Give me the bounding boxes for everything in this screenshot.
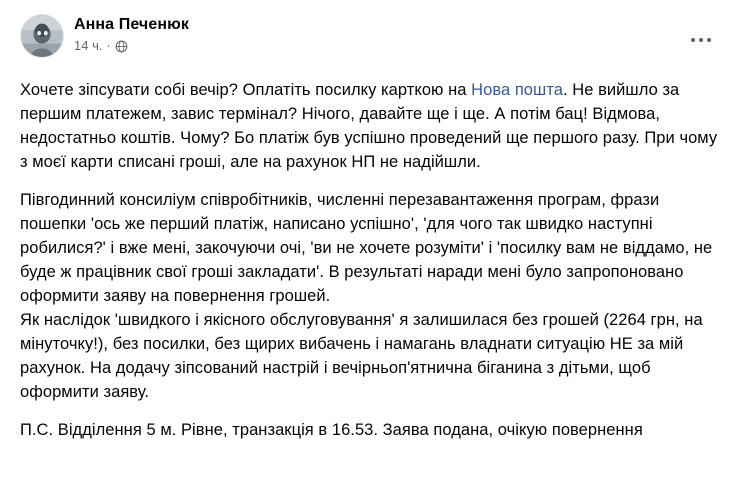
globe-icon[interactable] xyxy=(115,40,128,53)
post-paragraph xyxy=(20,308,719,404)
nova-poshta-link[interactable]: Нова пошта xyxy=(471,81,563,99)
post-header xyxy=(20,14,719,72)
post-paragraph xyxy=(20,78,719,174)
post-paragraph xyxy=(20,418,719,442)
post-text-segment: П.С. Відділення 5 м. Рівне, транзакція в 16.53. Заява подана, очікую повернення xyxy=(20,421,643,439)
post-body xyxy=(20,78,719,442)
post-text-segment: . Не вийшло за першим платежем, завис термінал? Нічого, давайте ще і ще. А потім бац! Відмова, недостатньо коштів. Чому? Бо платіж був успішно проведений ще першого разу. При чому з моєї карти списані гроші, але на рахунок НП не надійшли. xyxy=(20,81,718,171)
more-options-icon[interactable] xyxy=(683,22,719,58)
post-text-segment: Півгодинний консиліум співробітників, численні перезавантаження програм, фрази пошепки 'ось же перший платіж, написано успішно', 'для чого так швидко наступні робилися?' і вже мені, закочуючи очі, 'ви не хочете розуміти' і 'посилку вам не віддамо, не буде ж працівник свої гроші закладати'. В результаті наради мені було запропоновано оформити заяву на повернення грошей. xyxy=(20,191,713,305)
post-author-name[interactable]: Анна Печенюк xyxy=(74,16,189,33)
dot xyxy=(691,38,695,42)
meta-separator: · xyxy=(106,38,111,53)
post-text-segment: Як наслідок 'швидкого і якісного обслуговування' я залишилася без грошей (2264 грн, на мінуточку!), без посилки, без щирих вибачень і намагань владнати ситуацію НЕ за мій рахунок. На додачу зіпсований настрій і вечірньоп'ятнична біганина з дітьми, щоб оформити заяву. xyxy=(20,311,703,401)
post-paragraph xyxy=(20,188,719,308)
post-text-segment: Хочете зіпсувати собі вечір? Оплатіть посилку карткою на xyxy=(20,81,472,99)
avatar[interactable] xyxy=(20,14,64,58)
post-meta xyxy=(74,38,189,54)
dot xyxy=(699,38,703,42)
post-header-text xyxy=(74,14,189,54)
dot xyxy=(707,38,711,42)
post-timestamp[interactable]: 14 ч. xyxy=(74,38,103,53)
